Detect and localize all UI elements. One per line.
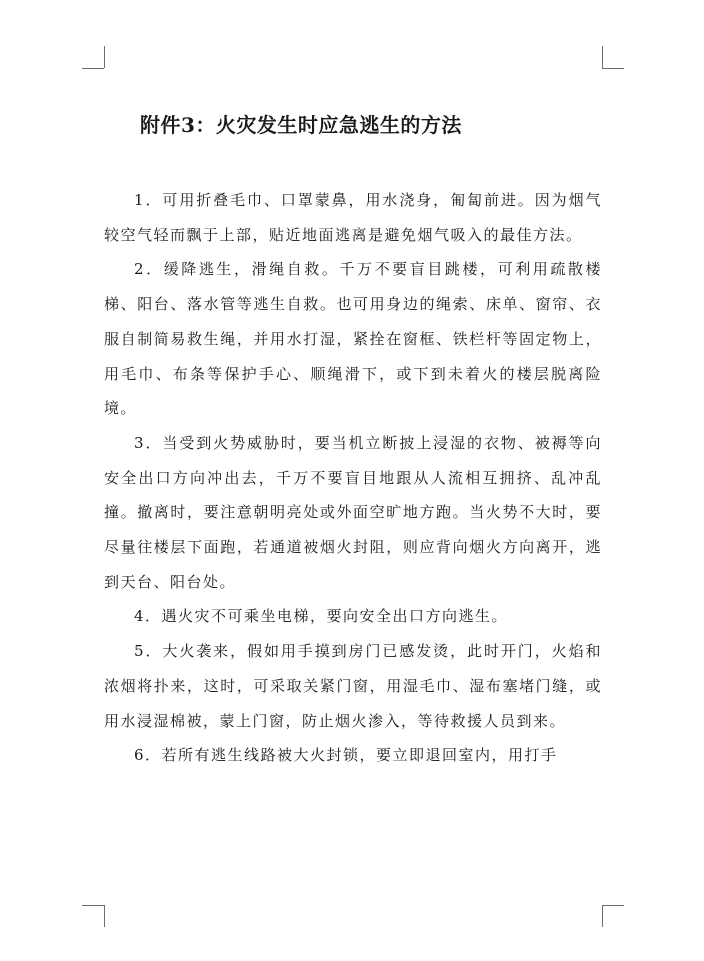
crop-mark-top-right [602, 46, 625, 69]
crop-mark-top-left [82, 46, 105, 69]
paragraph-4: 4．遇火灾不可乘坐电梯，要向安全出口方向逃生。 [134, 607, 509, 626]
paragraph-5: 5．大火袭来，假如用手摸到房门已感发烫，此时开门，火焰和浓烟将扑来，这时，可采取关紧门窗，用湿毛巾、湿布塞堵门缝，或用水浸湿棉被，蒙上门窗，防止烟火渗入，等待救援人员到来。 [104, 642, 602, 730]
paragraph-1: 1．可用折叠毛巾、口罩蒙鼻，用水浇身，匍匐前进。因为烟气较空气轻而飘于上部，贴近地面逃离是避免烟气吸入的最佳方法。 [104, 191, 602, 244]
document-title: 附件3：火灾发生时应急逃生的方法 [140, 113, 462, 137]
crop-mark-bottom-left [82, 905, 105, 928]
paragraph-2: 2．缓降逃生，滑绳自救。千万不要盲目跳楼，可利用疏散楼梯、阳台、落水管等逃生自救。也可用身边的绳索、床单、窗帘、衣服自制简易救生绳，并用水打湿，紧拴在窗框、铁栏杆等固定物上，用毛巾、布条等保护手心、顺绳滑下，或下到未着火的楼层脱离险境。 [104, 260, 602, 418]
document-body [104, 183, 602, 773]
paragraph-3: 3．当受到火势威胁时，要当机立断披上浸湿的衣物、被褥等向安全出口方向冲出去，千万不要盲目地跟从人流相互拥挤、乱冲乱撞。撤离时，要注意朝明亮处或外面空旷地方跑。当火势不大时，要尽量往楼层下面跑，若通道被烟火封阻，则应背向烟火方向离开，逃到天台、阳台处。 [104, 433, 602, 591]
paragraph-6: 6．若所有逃生线路被大火封锁，要立即退回室内，用打手 [134, 746, 558, 765]
crop-mark-bottom-right [602, 905, 625, 928]
